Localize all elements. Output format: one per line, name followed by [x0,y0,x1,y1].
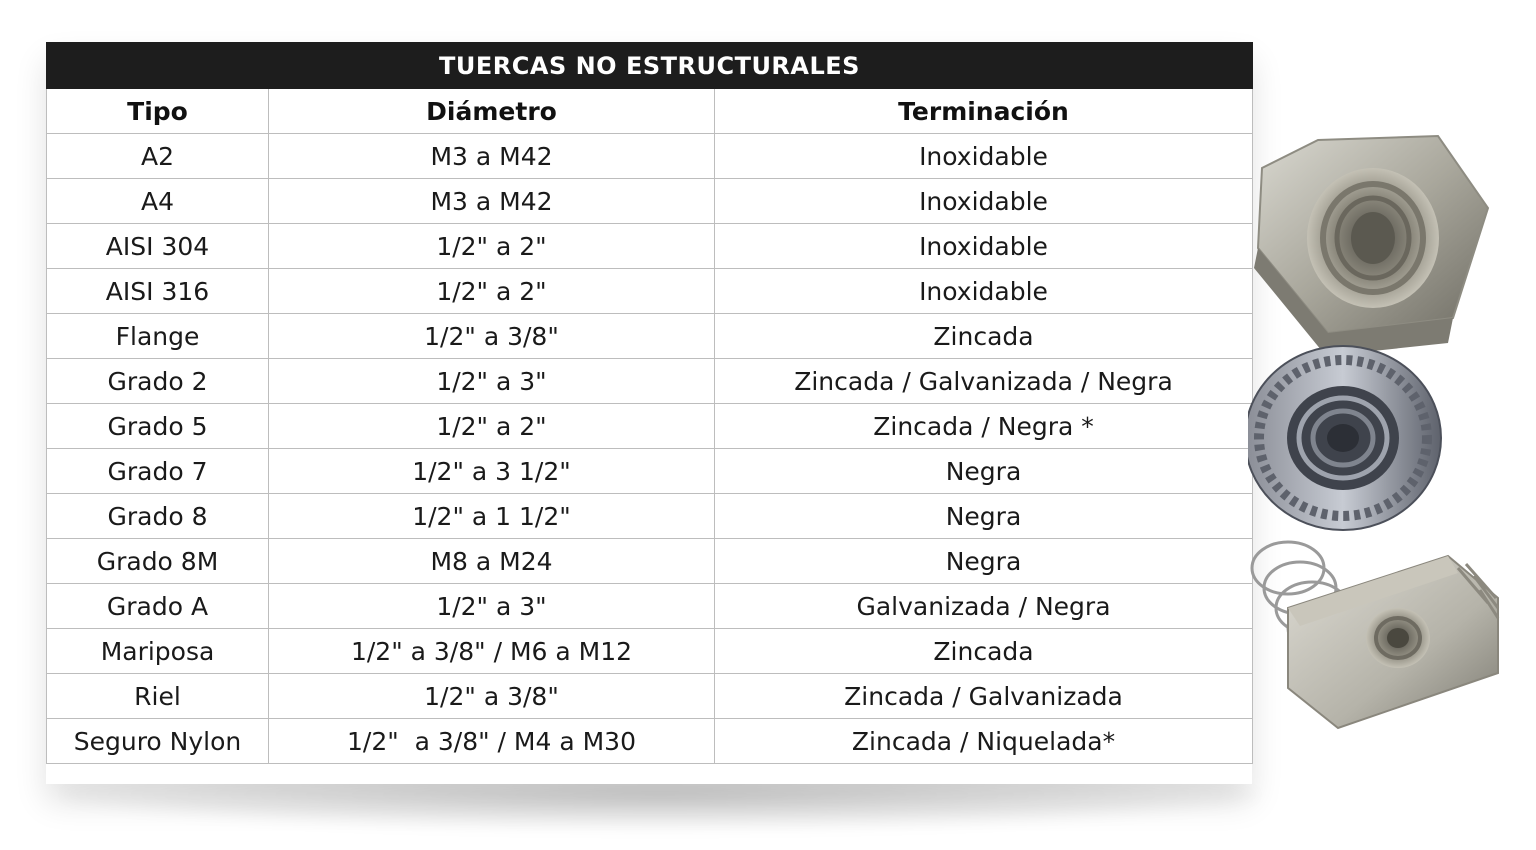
table-row [47,674,1253,719]
table-row [47,179,1253,224]
cell-tipo: A2 [47,134,269,179]
table-row [47,449,1253,494]
cell-diametro: M3 a M42 [269,179,715,224]
cell-diametro: 1/2" a 3/8" / M4 a M30 [269,719,715,764]
flange-nut-icon [1248,346,1441,530]
cell-tipo: Grado 8 [47,494,269,539]
cell-diametro: 1/2" a 3" [269,359,715,404]
cell-diametro: 1/2" a 1 1/2" [269,494,715,539]
header-row [47,89,1253,134]
table-row [47,584,1253,629]
hex-nut-icon [1254,136,1488,356]
cell-terminacion: Inoxidable [715,269,1253,314]
cell-terminacion: Negra [715,494,1253,539]
table-row [47,719,1253,764]
title-row [47,43,1253,89]
cell-tipo: Flange [47,314,269,359]
cell-diametro: 1/2" a 3/8" / M6 a M12 [269,629,715,674]
cell-tipo: A4 [47,179,269,224]
table-row [47,629,1253,674]
cell-diametro: M3 a M42 [269,134,715,179]
cell-tipo: AISI 304 [47,224,269,269]
cell-diametro: 1/2" a 3" [269,584,715,629]
cell-terminacion: Inoxidable [715,179,1253,224]
table-title: TUERCAS NO ESTRUCTURALES [47,43,1253,89]
table-row [47,224,1253,269]
cell-tipo: Grado 8M [47,539,269,584]
table-row [47,269,1253,314]
cell-diametro: 1/2" a 3/8" [269,674,715,719]
cell-tipo: Riel [47,674,269,719]
cell-tipo: Mariposa [47,629,269,674]
cell-terminacion: Zincada / Negra * [715,404,1253,449]
cell-diametro: 1/2" a 2" [269,224,715,269]
cell-tipo: Grado 2 [47,359,269,404]
cell-terminacion: Zincada [715,314,1253,359]
cell-diametro: 1/2" a 2" [269,404,715,449]
cell-terminacion: Inoxidable [715,224,1253,269]
cell-diametro: 1/2" a 3 1/2" [269,449,715,494]
cell-tipo: AISI 316 [47,269,269,314]
column-header-tipo: Tipo [47,89,269,134]
cell-terminacion: Zincada / Galvanizada [715,674,1253,719]
cell-terminacion: Zincada / Niquelada* [715,719,1253,764]
cell-diametro: M8 a M24 [269,539,715,584]
cell-terminacion: Zincada [715,629,1253,674]
cell-tipo: Grado 5 [47,404,269,449]
table-row [47,134,1253,179]
nuts-spec-table [46,42,1252,784]
table-row [47,539,1253,584]
column-header-terminacion: Terminación [715,89,1253,134]
table-row [47,314,1253,359]
nuts-product-photo [1248,128,1536,748]
spec-table [46,42,1253,764]
cell-tipo: Grado A [47,584,269,629]
cell-diametro: 1/2" a 3/8" [269,314,715,359]
cell-tipo: Seguro Nylon [47,719,269,764]
cell-terminacion: Inoxidable [715,134,1253,179]
table-row [47,494,1253,539]
cell-diametro: 1/2" a 2" [269,269,715,314]
cell-terminacion: Zincada / Galvanizada / Negra [715,359,1253,404]
table-row [47,359,1253,404]
table-row [47,404,1253,449]
cell-terminacion: Negra [715,539,1253,584]
cell-tipo: Grado 7 [47,449,269,494]
cell-terminacion: Negra [715,449,1253,494]
column-header-diametro: Diámetro [269,89,715,134]
cell-terminacion: Galvanizada / Negra [715,584,1253,629]
